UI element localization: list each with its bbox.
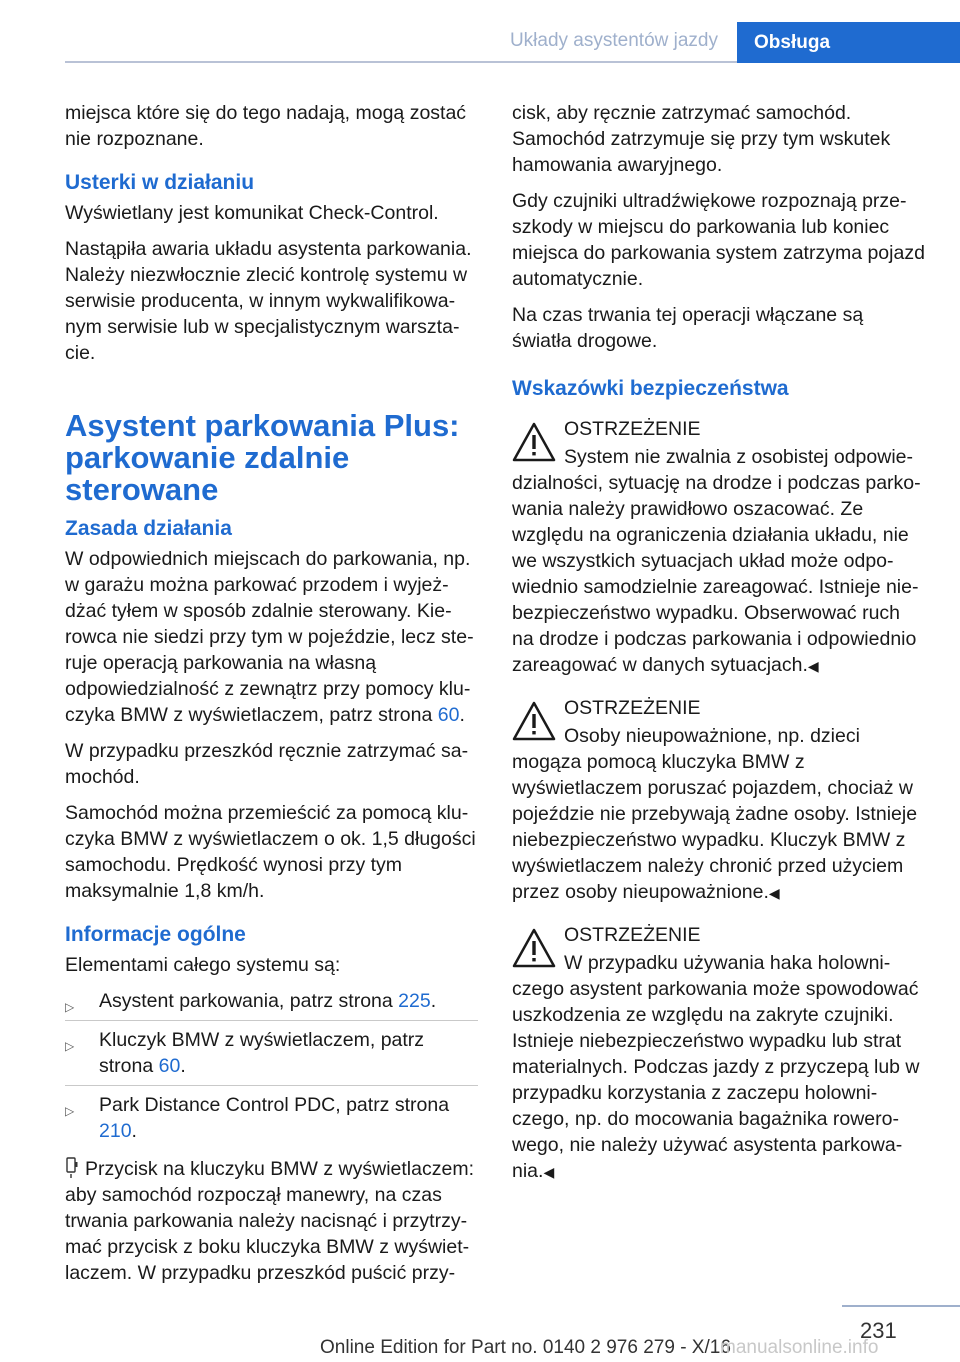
principle-paragraph-3: Samochód można przemieścić za pomocą kluczyka BMW z wyświetlaczem o ok. 1,5 długości samochodu. Prędkość wynosi przy tym maksymalnie 1,8 km/h. [65, 802, 476, 902]
watermark: manualsonline.info [720, 1337, 879, 1358]
triangle-bullet-icon: ▷ [65, 1039, 75, 1053]
faults-paragraph-2: Nastąpiła awaria układu asystenta parkowania. Należy niezwłocznie zlecić kontrolę systemu w serwisie producenta, w innym wykwalifikowanym serwisie lub w specjalistycznym warsztacie. [65, 238, 472, 364]
warning-title: OSTRZEŻENIE [564, 697, 701, 719]
page-link[interactable]: 60 [437, 704, 460, 726]
faults-heading: Usterki w działaniu [65, 171, 255, 194]
list-item: ▷ Kluczyk BMW z wyświetlaczem, patrz strona 60. [65, 1027, 478, 1086]
page-number: 231 [860, 1318, 897, 1343]
warning-block [512, 922, 925, 1185]
safety-heading: Wskazówki bezpieczeństwa [512, 377, 789, 400]
key-button-icon [65, 1157, 79, 1179]
end-marker-icon: ◀ [768, 885, 780, 901]
warning-triangle-icon [512, 422, 556, 462]
warning-title: OSTRZEŻENIE [564, 418, 701, 440]
button-paragraph: Przycisk na kluczyku BMW z wyświetlaczem: aby samochód rozpoczął manewry, na czas trwania parkowania należy nacisnąć i przytrzymać przycisk z boku kluczyka BMW z wyświetlaczem. W przypadku przeszkód puścić przy- [65, 1158, 474, 1284]
warning-text: System nie zwalnia z osobistej odpowiedzialności, sytuację na drodze i podczas parkowania należy prawidłowo oszacować. Ze względu na ograniczenia działania układu, nie we wszystkich sytuacjach układ może odpowiednio samodzielnie zareagować. Istnieje niebezpieczeństwo wypadku. Obserwować ruch na drodze i podczas parkowania i odpowiednio zareagować w danych sytuacjach.◀ [512, 446, 921, 676]
principle-heading: Zasada działania [65, 517, 232, 540]
footer-rule [842, 1305, 960, 1307]
triangle-bullet-icon: ▷ [65, 1000, 75, 1014]
warning-text: Osoby nieupoważnione, np. dzieci mogąza pomocą kluczyka BMW z wyświetlaczem poruszać pojazdem, chociaż w pojeździe nie przebywają żadne osoby. Istnieje niebezpieczeństwo wypadku. Kluczyk BMW z wyświetlaczem należy chronić przed użyciem przez osoby nieupoważnione.◀ [512, 725, 918, 903]
principle-text: W odpowiednich miejscach do parkowania, np. w garażu można parkować przodem i wyjeżdżać tyłem w sposób zdalnie sterowany. Kierowca nie siedzi przy tym w pojeździe, lecz steruje operacją parkowania na własną odpowiedzialność z zewnątrz przy pomocy kluczyka BMW z wyświetlaczem, patrz strona [65, 548, 474, 726]
continuation-paragraph-2: Gdy czujniki ultradźwiękowe rozpoznają przeszkody w miejscu do parkowania lub koniec miejsca do parkowania system zatrzyma pojazd automatycznie. [512, 190, 925, 290]
triangle-bullet-icon: ▷ [65, 1104, 75, 1118]
edition-text: Online Edition for Part no. 0140 2 976 279 - X/16 [320, 1337, 731, 1358]
page-link[interactable]: 60 [158, 1055, 181, 1077]
end-marker-icon: ◀ [543, 1164, 555, 1180]
warning-block [512, 416, 925, 679]
principle-paragraph-1: W odpowiednich miejscach do parkowania, np. w garażu można parkować przodem i wyjeżdżać tyłem w sposób zdalnie sterowany. Kierowca nie siedzi przy tym w pojeździe, lecz steruje operacją parkowania na własną odpowiedzialność z zewnątrz przy pomocy kluczyka BMW z wyświetlaczem, patrz strona 60. [65, 548, 474, 726]
warning-text: W przypadku używania haka holowniczego asystent parkowania może spowodować uszkodzenia ze względu na zakryte czujniki. Istnieje niebezpieczeństwo wypadku lub strat materialnych. Podczas jazdy z przyczepą lub w przypadku korzystania z zaczepu holowniczego, np. do mocowania bagażnika rowerowego, nie należy używać asystenta parkowania.◀ [512, 952, 920, 1182]
section-tab: Obsługa [737, 22, 960, 63]
warning-triangle-icon [512, 701, 556, 741]
warning-block [512, 695, 925, 906]
warning-title: OSTRZEŻENIE [564, 924, 701, 946]
general-intro: Elementami całego systemu są: [65, 954, 341, 976]
page-link[interactable]: 210 [99, 1120, 132, 1142]
warning-triangle-icon [512, 928, 556, 968]
components-list [65, 988, 478, 1150]
general-heading: Informacje ogólne [65, 923, 246, 946]
faults-paragraph-1: Wyświetlany jest komunikat Check-Control. [65, 202, 439, 224]
main-heading: Asystent parkowania Plus: parkowanie zdalnie sterowane [65, 408, 460, 507]
list-item: ▷ Asystent parkowania, patrz strona 225. [65, 988, 478, 1021]
list-item: ▷ Park Distance Control PDC, patrz strona 210. [65, 1094, 450, 1142]
right-column [512, 100, 925, 1201]
chapter-title: Układy asystentów jazdy [509, 30, 718, 51]
end-marker-icon: ◀ [807, 658, 819, 674]
intro-paragraph: miejsca które się do tego nadają, mogą zostać nie rozpoznane. [65, 102, 467, 150]
continuation-paragraph-3: Na czas trwania tej operacji włączane są światła drogowe. [512, 304, 864, 352]
principle-paragraph-2: W przypadku przeszkód ręcznie zatrzymać samochód. [65, 740, 469, 788]
page-link[interactable]: 225 [398, 990, 431, 1012]
left-column [65, 100, 478, 1296]
continuation-paragraph-1: cisk, aby ręcznie zatrzymać samochód. Samochód zatrzymuje się przy tym wskutek hamowania awaryjnego. [512, 102, 891, 176]
